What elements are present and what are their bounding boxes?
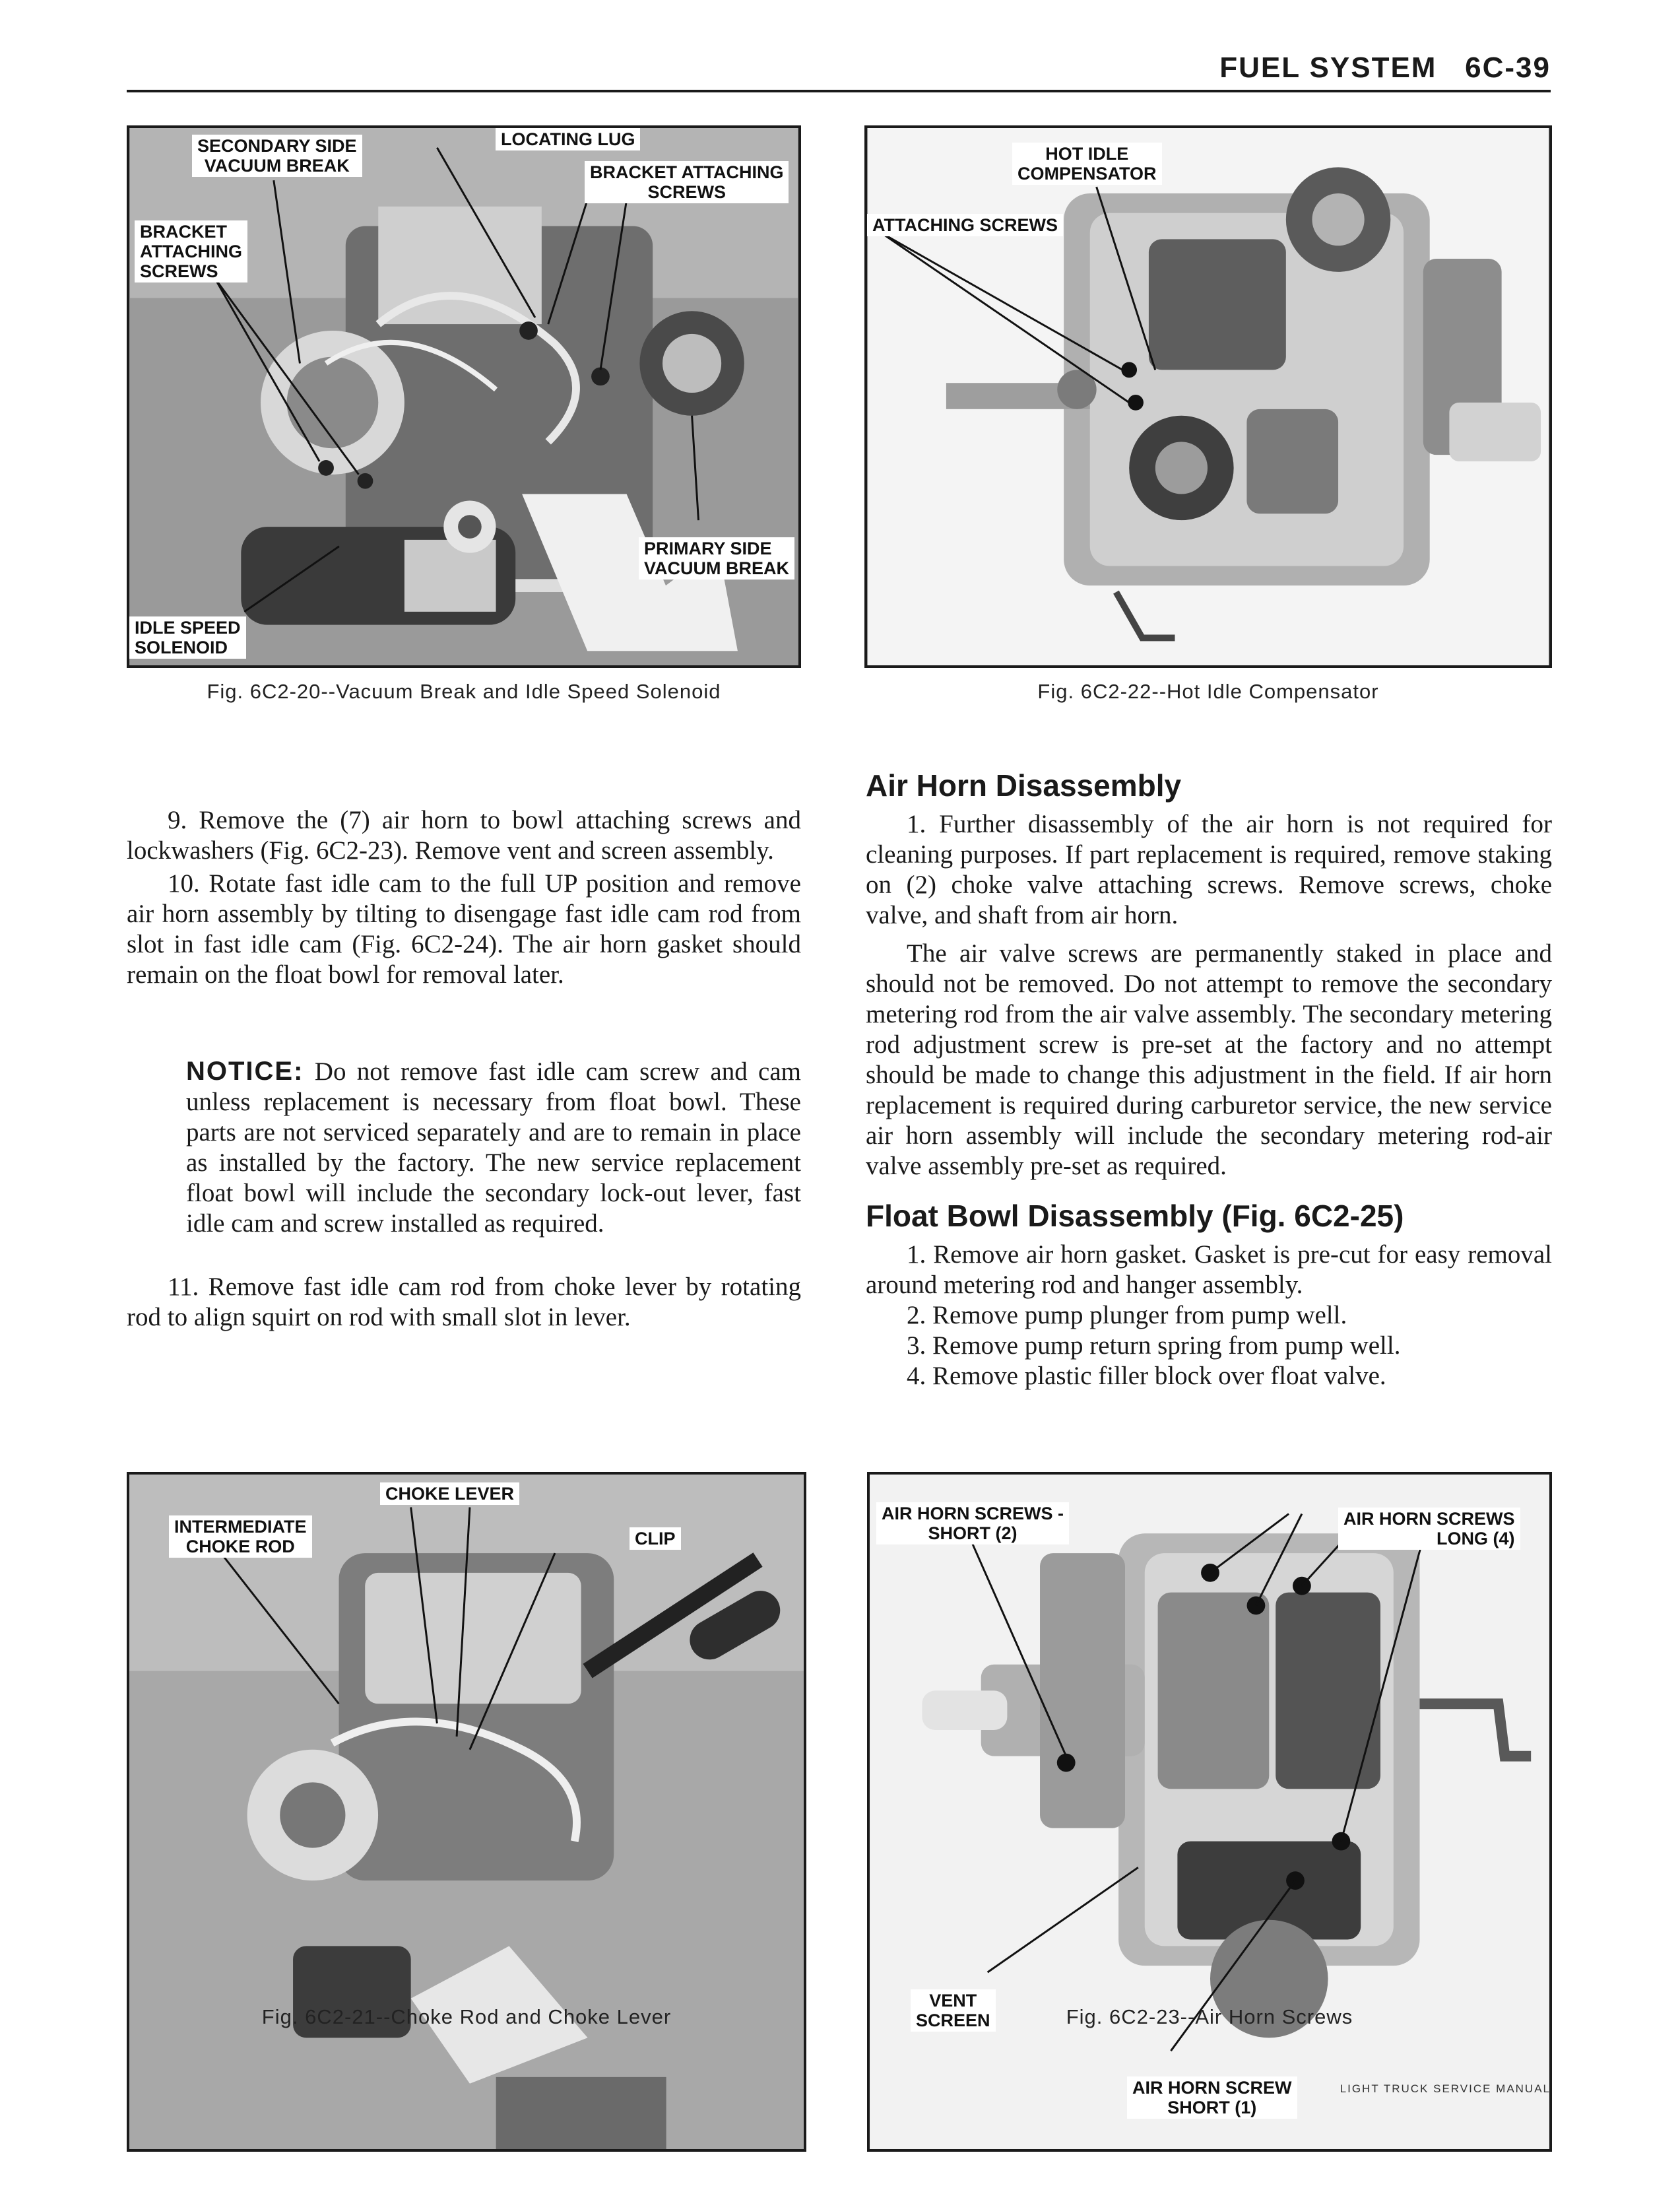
label-attaching-screws: ATTACHING SCREWS: [867, 214, 1063, 236]
air-horn-step-1: 1. Further disassembly of the air horn is not required for cleaning purposes. If part replacement is required, remove staking on (2) choke valve attaching screws. Remove screws, choke valve, and shaft from air horn.: [866, 810, 1552, 929]
left-text-column: [127, 805, 801, 1333]
figure-choke-rod: [127, 1472, 806, 2152]
page-number: 6C-39: [1465, 51, 1551, 84]
figure-air-horn-screws: [867, 1472, 1552, 2152]
label-bracket-attaching-screws-right: BRACKET ATTACHING SCREWS: [585, 161, 789, 203]
carburetor-photo-choke-rod: [129, 1475, 804, 2149]
label-air-horn-screw-short-1: AIR HORN SCREW SHORT (1): [1127, 2076, 1297, 2119]
carburetor-photo-air-horn-screws: [870, 1475, 1549, 2149]
float-step-2: 2. Remove pump plunger from pump well.: [907, 1301, 1347, 1329]
figure-hot-idle-compensator: [864, 125, 1552, 668]
notice-text: Do not remove fast idle cam screw and cam unless replacement is necessary from float bowl. These parts are not serviced separately and are to remain in place as installed by the factory. The new service replacement float bowl will include the secondary lock-out lever, fast idle cam and screw installed as required.: [186, 1057, 802, 1238]
figure-caption-6c2-23: Fig. 6C2-23--Air Horn Screws: [1066, 2005, 1353, 2028]
page-footer: LIGHT TRUCK SERVICE MANUAL: [1340, 2082, 1551, 2095]
notice-label: NOTICE:: [186, 1057, 304, 1086]
figure-caption-6c2-21: Fig. 6C2-21--Choke Rod and Choke Lever: [261, 2005, 672, 2028]
air-horn-paragraph-2: The air valve screws are permanently staked in place and should not be removed. Do not attempt to remove the secondary metering rod from the air valve assembly. The secondary metering rod adjustment screw is pre-set at the factory and no attempt should be made to change this adjustment in the field. If air horn replacement is required during carburetor service, the new service air horn assembly will include the secondary metering rod-air valve assembly pre-set as required.: [866, 939, 1552, 1180]
label-air-horn-screws-long-4: AIR HORN SCREWS LONG (4): [1338, 1508, 1520, 1550]
step-11: 11. Remove fast idle cam rod from choke lever by rotating rod to align squirt on rod with small slot in lever.: [127, 1273, 801, 1331]
step-9: 9. Remove the (7) air horn to bowl attaching screws and lockwashers (Fig. 6C2-23). Remove vent and screen assembly.: [127, 806, 801, 865]
label-intermediate-choke-rod: INTERMEDIATE CHOKE ROD: [169, 1515, 312, 1558]
label-idle-speed-solenoid: IDLE SPEED SOLENOID: [129, 616, 246, 659]
label-hot-idle-compensator: HOT IDLE COMPENSATOR: [1012, 143, 1162, 185]
float-step-1: 1. Remove air horn gasket. Gasket is pre-cut for easy removal around metering rod and hanger assembly.: [866, 1240, 1552, 1299]
carburetor-photo-vacuum-break: [129, 128, 798, 665]
label-vent-screen: VENT SCREEN: [911, 1989, 996, 2032]
figure-caption-6c2-20: Fig. 6C2-20--Vacuum Break and Idle Speed Solenoid: [207, 680, 721, 703]
float-step-3: 3. Remove pump return spring from pump well.: [907, 1331, 1401, 1360]
page-header: [1122, 51, 1551, 84]
figure-vacuum-break: [127, 125, 801, 668]
air-horn-disassembly-heading: Air Horn Disassembly: [866, 768, 1182, 803]
label-air-horn-screws-short-2: AIR HORN SCREWS - SHORT (2): [876, 1502, 1069, 1544]
label-locating-lug: LOCATING LUG: [496, 128, 640, 150]
label-choke-lever: CHOKE LEVER: [380, 1482, 519, 1505]
header-rule: [127, 90, 1551, 92]
label-primary-side-vacuum-break: PRIMARY SIDE VACUUM BREAK: [639, 537, 794, 580]
section-title: FUEL SYSTEM: [1219, 51, 1437, 84]
float-step-4: 4. Remove plastic filler block over float valve.: [907, 1362, 1386, 1390]
label-secondary-side-vacuum-break: SECONDARY SIDE VACUUM BREAK: [192, 135, 362, 177]
float-bowl-disassembly-heading: Float Bowl Disassembly (Fig. 6C2-25): [866, 1199, 1404, 1233]
label-clip: CLIP: [630, 1527, 681, 1550]
step-10: 10. Rotate fast idle cam to the full UP position and remove air horn assembly by tilting to disengage fast idle cam rod from slot in fast idle cam (Fig. 6C2-24). The air horn gasket should remain on the float bowl for removal later.: [127, 869, 801, 989]
label-bracket-attaching-screws-left: BRACKET ATTACHING SCREWS: [135, 220, 247, 282]
right-text-column: [866, 766, 1552, 1391]
notice-block: [127, 1056, 801, 1239]
carburetor-photo-hot-idle: [867, 128, 1549, 665]
figure-caption-6c2-22: Fig. 6C2-22--Hot Idle Compensator: [1037, 680, 1379, 703]
